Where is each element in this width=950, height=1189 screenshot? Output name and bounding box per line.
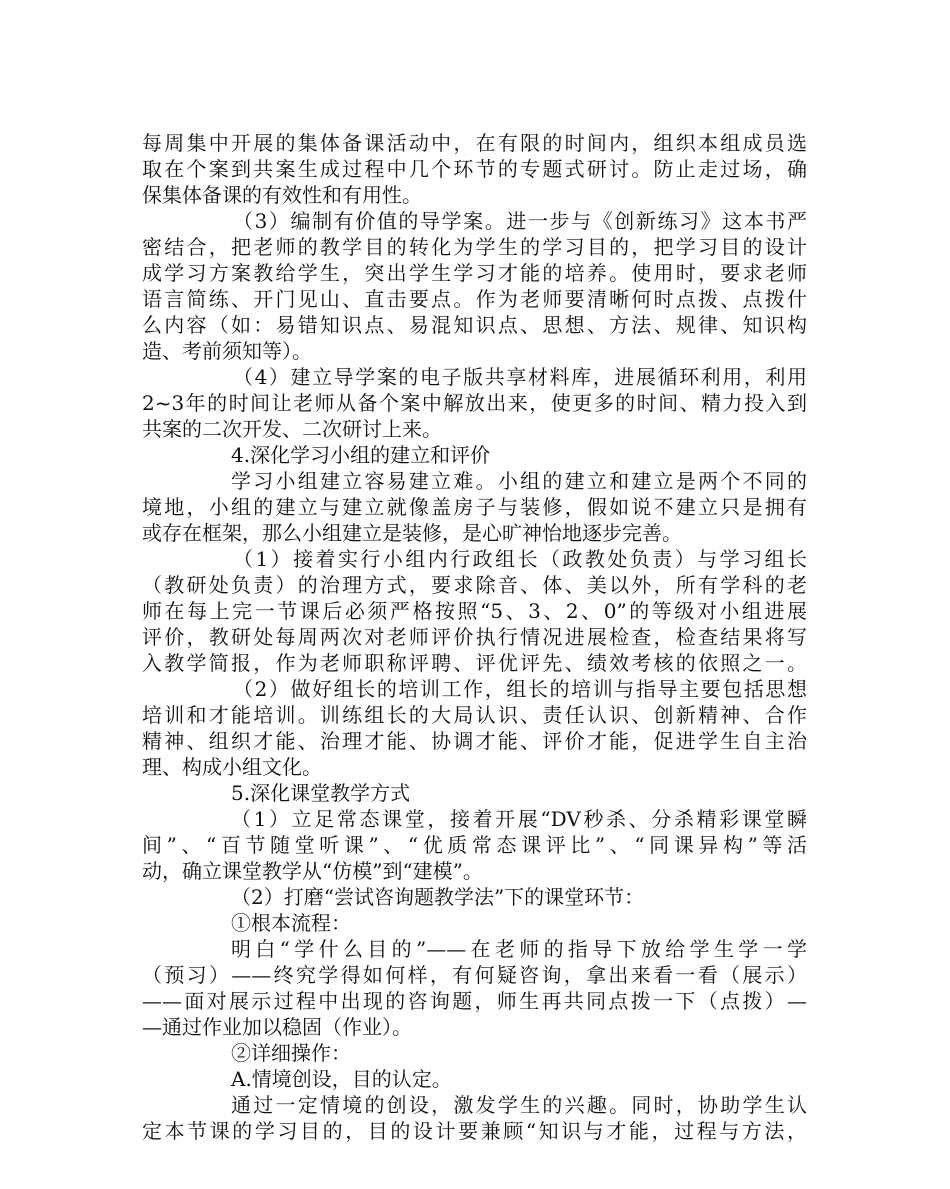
text-line: （预习）——终究学得如何样，有何疑咨询，拿出来看一看（展示）	[142, 963, 807, 987]
text-line: 培训和才能培训。训练组长的大局认识、责任认识、创新精神、合作	[142, 703, 807, 727]
text-line: 2~3年的时间让老师从备个案中解放出来，使更多的时间、精力投入到	[142, 391, 807, 415]
text-line: （1）接着实行小组内行政组长（政教处负责）与学习组长	[233, 547, 807, 571]
text-line: 每周集中开展的集体备课活动中，在有限的时间内，组织本组成员选	[142, 131, 807, 155]
text-line: 造、考前须知等）。	[142, 339, 312, 363]
text-line: （4）建立导学案的电子版共享材料库，进展循环利用，利用	[233, 365, 807, 389]
text-line: 语言简练、开门见山、直击要点。作为老师要清晰何时点拨、点拨什	[142, 287, 807, 311]
text-line: 理、构成小组文化。	[142, 755, 322, 779]
text-line: 评价，教研处每周两次对老师评价执行情况进展检查，检查结果将写	[142, 625, 807, 649]
text-line: （1）立足常态课堂，接着开展“DV秒杀、分杀精彩课堂瞬	[231, 807, 807, 831]
text-line: 或存在框架，那么小组建立是装修，是心旷神怡地逐步完善。	[142, 521, 682, 545]
text-line: 学习小组建立容易建立难。小组的建立和建立是两个不同的	[231, 469, 807, 493]
text-line: （教研处负责）的治理方式，要求除音、体、美以外，所有学科的老	[142, 573, 807, 597]
text-line: 取在个案到共案生成过程中几个环节的专题式研讨。防止走过场，确	[142, 157, 807, 181]
text-line: （3）编制有价值的导学案。进一步与《创新练习》这本书严	[233, 209, 807, 233]
text-line: 明白“学什么目的”——在老师的指导下放给学生学一学	[231, 937, 807, 961]
text-line: 成学习方案教给学生，突出学生学习才能的培养。使用时，要求老师	[142, 261, 807, 285]
text-line: 入教学简报，作为老师职称评聘、评优评先、绩效考核的依照之一。	[142, 651, 807, 675]
text-line: 定本节课的学习目的，目的设计要兼顾“知识与才能，过程与方法，	[142, 1119, 807, 1143]
text-line: 师在每上完一节课后必须严格按照“5、3、2、0”的等级对小组进展	[142, 599, 807, 623]
text-line: 么内容（如：易错知识点、易混知识点、思想、方法、规律、知识构	[142, 313, 807, 337]
text-line: 共案的二次开发、二次研讨上来。	[142, 417, 442, 441]
text-line: A.情境创设，目的认定。	[231, 1067, 452, 1091]
text-line: 通过一定情境的创设，激发学生的兴趣。同时，协助学生认	[231, 1093, 807, 1117]
text-line: —通过作业加以稳固（作业）。	[142, 1015, 412, 1039]
text-line: ②详细操作：	[231, 1041, 351, 1065]
text-line: 间”、“百节随堂听课”、“优质常态课评比”、“同课异构”等活	[142, 833, 807, 857]
text-line: ①根本流程：	[231, 911, 351, 935]
text-line: （2）打磨“尝试咨询题教学法”下的课堂环节：	[231, 885, 645, 909]
text-line: （2）做好组长的培训工作，组长的培训与指导主要包括思想	[233, 677, 807, 701]
section-heading: 5.深化课堂教学方式	[231, 781, 411, 805]
text-line: 密结合，把老师的教学目的转化为学生的学习目的，把学习目的设计	[142, 235, 807, 259]
text-line: 精神、组织才能、治理才能、协调才能、评价才能，促进学生自主治	[142, 729, 807, 753]
section-heading: 4.深化学习小组的建立和评价	[231, 443, 491, 467]
text-line: 境地，小组的建立与建立就像盖房子与装修，假如说不建立只是拥有	[142, 495, 807, 519]
text-line: 动，确立课堂教学从“仿模”到“建模”。	[142, 859, 483, 883]
text-line: ——面对展示过程中出现的咨询题，师生再共同点拨一下（点拨）—	[142, 989, 807, 1013]
text-line: 保集体备课的有效性和有用性。	[142, 183, 422, 207]
